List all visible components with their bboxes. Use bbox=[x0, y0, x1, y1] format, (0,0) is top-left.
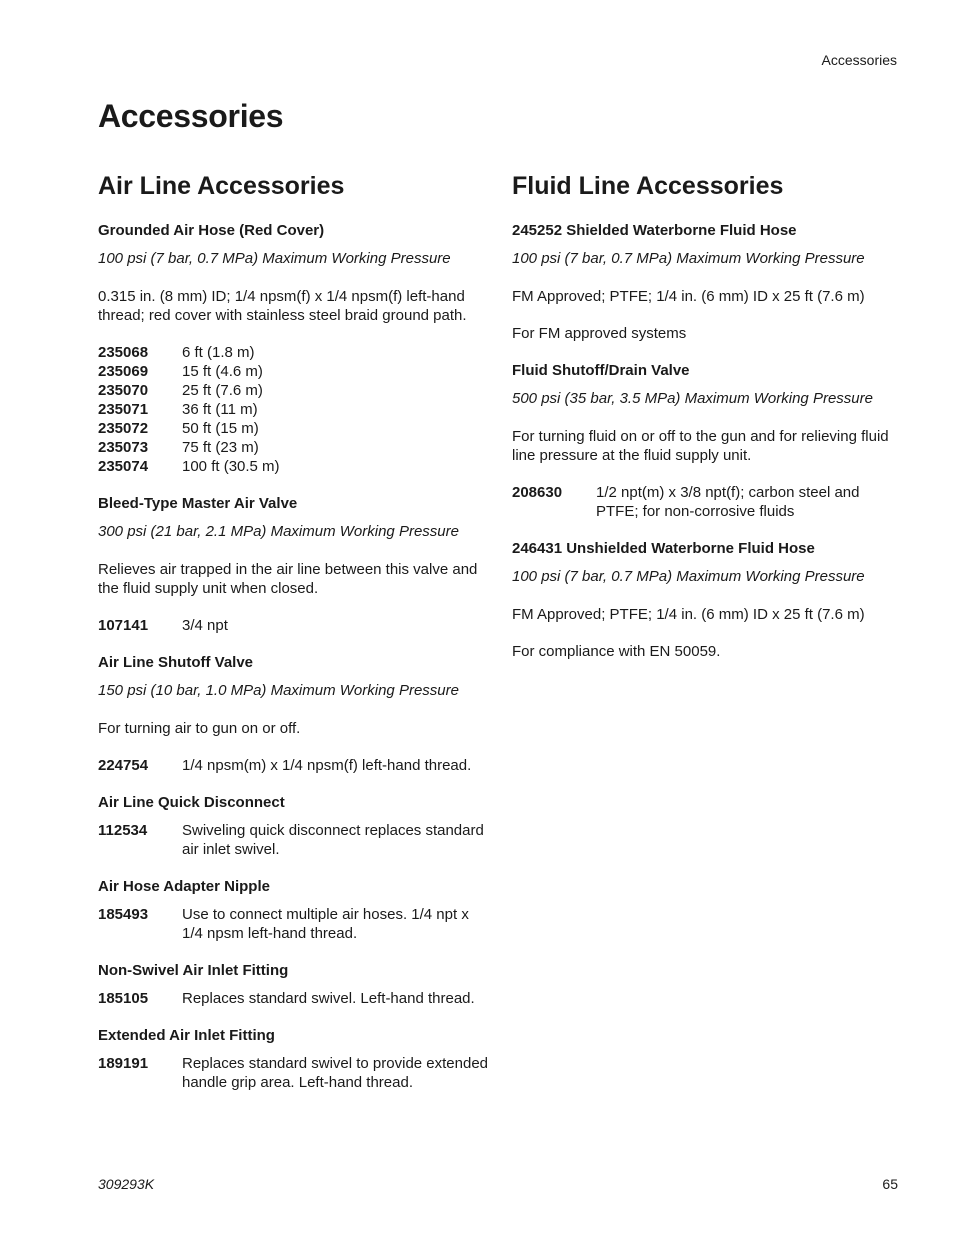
part-description: Swiveling quick disconnect replaces standard air inlet swivel. bbox=[182, 822, 484, 858]
part-description: 100 ft (30.5 m) bbox=[182, 458, 280, 475]
part-row bbox=[98, 905, 488, 943]
item-title: Air Line Shutoff Valve bbox=[98, 654, 254, 671]
item-title: Non-Swivel Air Inlet Fitting bbox=[98, 962, 289, 979]
accessory-item bbox=[98, 961, 488, 1008]
running-head: Accessories bbox=[821, 52, 897, 68]
part-row bbox=[98, 457, 488, 476]
part-description: Use to connect multiple air hoses. 1/4 npt x 1/4 npsm left-hand thread. bbox=[182, 906, 469, 942]
part-list bbox=[98, 821, 488, 859]
item-title: Air Line Quick Disconnect bbox=[98, 794, 285, 811]
item-title: Grounded Air Hose (Red Cover) bbox=[98, 222, 325, 239]
part-description: 15 ft (4.6 m) bbox=[182, 363, 263, 380]
item-title: Extended Air Inlet Fitting bbox=[98, 1027, 275, 1044]
item-description: FM Approved; PTFE; 1/4 in. (6 mm) ID x 25 ft (7.6 m) bbox=[512, 606, 865, 623]
air-line-accessories-column bbox=[98, 170, 488, 1110]
item-title: Bleed-Type Master Air Valve bbox=[98, 495, 298, 512]
item-description: Relieves air trapped in the air line between this valve and the fluid supply unit when closed. bbox=[98, 561, 478, 597]
item-description: For turning fluid on or off to the gun and for relieving fluid line pressure at the fluid supply unit. bbox=[512, 428, 889, 464]
part-row bbox=[98, 400, 488, 419]
pressure-rating: 500 psi (35 bar, 3.5 MPa) Maximum Working Pressure bbox=[512, 390, 873, 407]
part-row bbox=[98, 419, 488, 438]
pressure-rating: 100 psi (7 bar, 0.7 MPa) Maximum Working Pressure bbox=[512, 568, 865, 585]
part-number: 235072 bbox=[98, 420, 149, 437]
part-row bbox=[98, 1054, 488, 1092]
part-list bbox=[98, 343, 488, 476]
part-description: Replaces standard swivel to provide extended handle grip area. Left-hand thread. bbox=[182, 1055, 489, 1091]
part-row bbox=[512, 483, 902, 521]
section-heading-fluid-line: Fluid Line Accessories bbox=[512, 172, 784, 200]
part-row bbox=[98, 438, 488, 457]
part-description: 36 ft (11 m) bbox=[182, 401, 258, 418]
part-number: 185105 bbox=[98, 990, 149, 1007]
accessory-item bbox=[98, 221, 488, 476]
pressure-rating: 100 psi (7 bar, 0.7 MPa) Maximum Working Pressure bbox=[98, 250, 451, 267]
part-number: 235068 bbox=[98, 344, 149, 361]
part-row bbox=[98, 821, 488, 859]
page-number: 65 bbox=[882, 1176, 898, 1192]
item-note: For FM approved systems bbox=[512, 325, 687, 342]
air-line-item-list bbox=[98, 221, 488, 1092]
item-title: 245252 Shielded Waterborne Fluid Hose bbox=[512, 222, 797, 239]
accessory-item bbox=[98, 1026, 488, 1092]
part-number: 112534 bbox=[98, 822, 148, 839]
part-list bbox=[98, 756, 488, 775]
section-heading-air-line: Air Line Accessories bbox=[98, 172, 345, 200]
item-title: Air Hose Adapter Nipple bbox=[98, 878, 270, 895]
item-description: 0.315 in. (8 mm) ID; 1/4 npsm(f) x 1/4 npsm(f) left-hand thread; red cover with stainless steel braid ground path. bbox=[98, 288, 467, 324]
part-description: 25 ft (7.6 m) bbox=[182, 382, 263, 399]
accessory-item bbox=[512, 539, 902, 661]
accessory-item bbox=[512, 361, 902, 521]
fluid-line-item-list bbox=[512, 221, 902, 661]
part-list bbox=[98, 989, 488, 1008]
part-list bbox=[98, 616, 488, 635]
pressure-rating: 300 psi (21 bar, 2.1 MPa) Maximum Working Pressure bbox=[98, 523, 459, 540]
accessory-item bbox=[98, 653, 488, 775]
accessory-item bbox=[98, 793, 488, 859]
pressure-rating: 150 psi (10 bar, 1.0 MPa) Maximum Working Pressure bbox=[98, 682, 459, 699]
document-number: 309293K bbox=[98, 1176, 155, 1192]
item-title: Fluid Shutoff/Drain Valve bbox=[512, 362, 690, 379]
part-description: Replaces standard swivel. Left-hand thread. bbox=[182, 990, 475, 1007]
part-list bbox=[98, 905, 488, 943]
part-number: 235071 bbox=[98, 401, 149, 418]
pressure-rating: 100 psi (7 bar, 0.7 MPa) Maximum Working Pressure bbox=[512, 250, 865, 267]
part-number: 107141 bbox=[98, 617, 149, 634]
part-number: 235070 bbox=[98, 382, 149, 399]
page-title: Accessories bbox=[98, 98, 284, 134]
part-number: 235073 bbox=[98, 439, 149, 456]
accessory-item bbox=[512, 221, 902, 343]
part-number: 189191 bbox=[98, 1055, 149, 1072]
part-number: 185493 bbox=[98, 906, 149, 923]
part-number: 235074 bbox=[98, 458, 149, 475]
part-number: 235069 bbox=[98, 363, 149, 380]
part-list bbox=[512, 483, 902, 521]
part-row bbox=[98, 343, 488, 362]
part-description: 3/4 npt bbox=[182, 617, 228, 634]
part-row bbox=[98, 989, 488, 1008]
part-description: 50 ft (15 m) bbox=[182, 420, 259, 437]
part-number: 224754 bbox=[98, 757, 149, 774]
part-number: 208630 bbox=[512, 484, 563, 501]
item-description: FM Approved; PTFE; 1/4 in. (6 mm) ID x 25 ft (7.6 m) bbox=[512, 288, 865, 305]
item-note: For compliance with EN 50059. bbox=[512, 643, 721, 660]
part-list bbox=[98, 1054, 488, 1092]
part-description: 6 ft (1.8 m) bbox=[182, 344, 255, 361]
part-row bbox=[98, 616, 488, 635]
item-description: For turning air to gun on or off. bbox=[98, 720, 301, 737]
part-row bbox=[98, 381, 488, 400]
part-description: 1/4 npsm(m) x 1/4 npsm(f) left-hand thread. bbox=[182, 757, 472, 774]
part-description: 75 ft (23 m) bbox=[182, 439, 259, 456]
part-row bbox=[98, 756, 488, 775]
accessory-item bbox=[98, 877, 488, 943]
item-title: 246431 Unshielded Waterborne Fluid Hose bbox=[512, 540, 815, 557]
part-row bbox=[98, 362, 488, 381]
fluid-line-accessories-column bbox=[512, 170, 902, 679]
part-description: 1/2 npt(m) x 3/8 npt(f); carbon steel and PTFE; for non-corrosive fluids bbox=[596, 484, 860, 520]
accessory-item bbox=[98, 494, 488, 635]
